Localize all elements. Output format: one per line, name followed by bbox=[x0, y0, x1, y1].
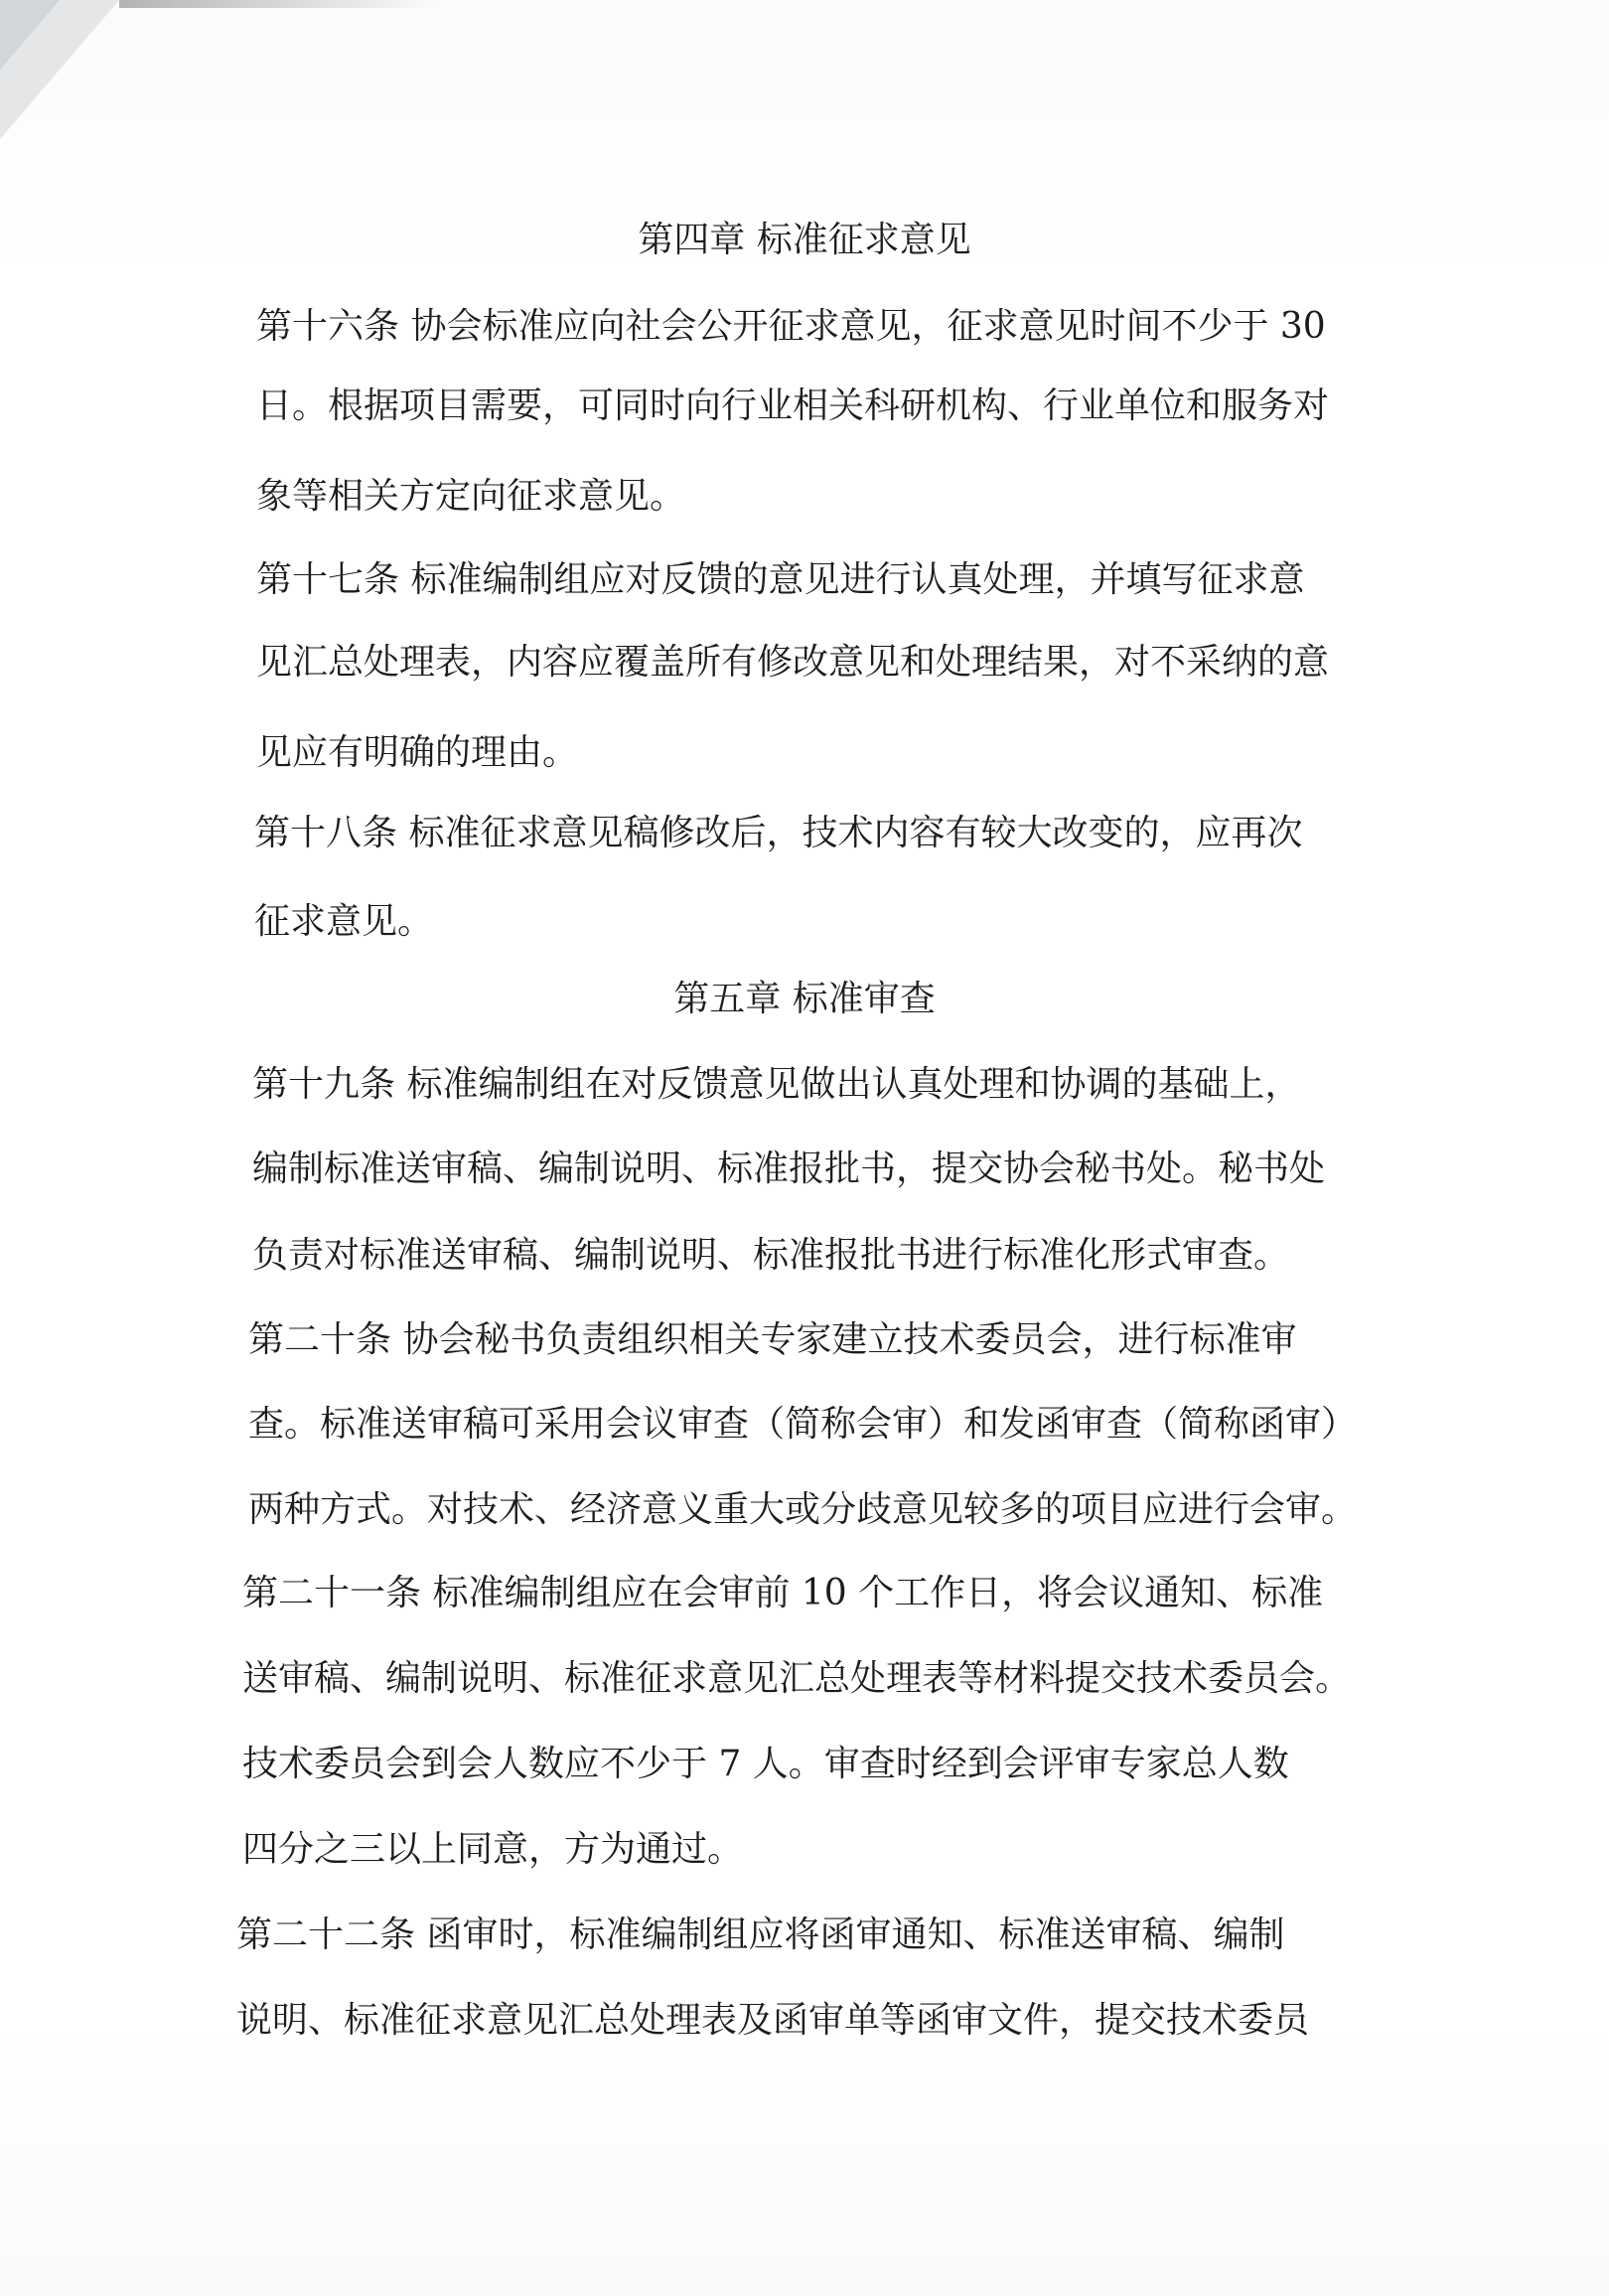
page-corner-shadow bbox=[0, 0, 119, 139]
article-19-line-3: 负责对标准送审稿、编制说明、标准报批书进行标准化形式审查。 bbox=[252, 1235, 1290, 1276]
article-21-line-2: 送审稿、编制说明、标准征求意见汇总处理表等材料提交技术委员会。 bbox=[242, 1658, 1352, 1699]
article-21-line-3: 技术委员会到会人数应不少于 7 人。审查时经到会评审专家总人数 bbox=[242, 1744, 1289, 1784]
article-16-line-3: 象等相关方定向征求意见。 bbox=[256, 476, 686, 517]
article-16-line-2: 日。根据项目需要，可同时向行业相关科研机构、行业单位和服务对 bbox=[256, 385, 1330, 426]
article-17-line-1: 第十七条 标准编制组应对反馈的意见进行认真处理，并填写征求意 bbox=[256, 559, 1305, 600]
page-edge-shadow bbox=[119, 0, 437, 8]
article-21-line-1: 第二十一条 标准编制组应在会审前 10 个工作日，将会议通知、标准 bbox=[242, 1573, 1324, 1613]
article-22-line-2: 说明、标准征求意见汇总处理表及函审单等函审文件，提交技术委员 bbox=[236, 2000, 1310, 2041]
article-17-line-2: 见汇总处理表，内容应覆盖所有修改意见和处理结果，对不采纳的意 bbox=[256, 642, 1330, 683]
chapter-4-title: 第四章 标准征求意见 bbox=[638, 220, 971, 260]
article-16-line-1: 第十六条 协会标准应向社会公开征求意见，征求意见时间不少于 30 bbox=[256, 306, 1326, 347]
article-19-line-2: 编制标准送审稿、编制说明、标准报批书，提交协会秘书处。秘书处 bbox=[252, 1148, 1326, 1189]
article-21-line-4: 四分之三以上同意，方为通过。 bbox=[242, 1829, 744, 1870]
article-17-line-3: 见应有明确的理由。 bbox=[256, 732, 579, 773]
article-18-line-2: 征求意见。 bbox=[254, 901, 434, 942]
article-22-line-1: 第二十二条 函审时，标准编制组应将函审通知、标准送审稿、编制 bbox=[236, 1914, 1285, 1955]
article-20-line-2: 查。标准送审稿可采用会议审查（简称会审）和发函审查（简称函审） bbox=[248, 1404, 1358, 1445]
article-19-line-1: 第十九条 标准编制组在对反馈意见做出认真处理和协调的基础上， bbox=[252, 1064, 1301, 1105]
chapter-5-title: 第五章 标准审查 bbox=[673, 979, 936, 1019]
article-20-line-3: 两种方式。对技术、经济意义重大或分歧意见较多的项目应进行会审。 bbox=[248, 1489, 1358, 1530]
article-20-line-1: 第二十条 协会秘书负责组织相关专家建立技术委员会，进行标准审 bbox=[248, 1319, 1297, 1360]
article-18-line-1: 第十八条 标准征求意见稿修改后，技术内容有较大改变的，应再次 bbox=[254, 813, 1303, 853]
